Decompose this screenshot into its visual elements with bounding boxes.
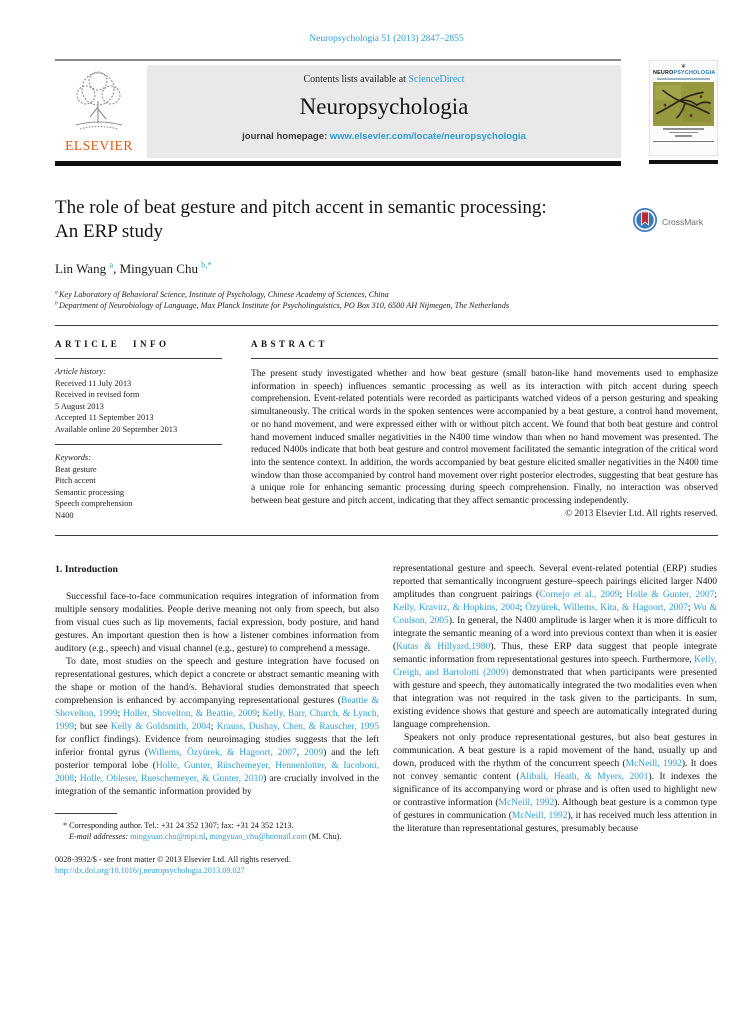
contents-line: Contents lists available at ScienceDirect <box>303 74 465 85</box>
cover-black-bar <box>649 160 718 164</box>
footnote-corresponding: * Corresponding author. Tel.: +31 24 352 1307; fax: +31 24 352 1213. <box>63 821 294 830</box>
email-link[interactable]: mingyuan_chu@hotmail.com <box>209 832 307 841</box>
citation-link[interactable]: Kelly, Creigh, and Bartolotti (2009) <box>393 655 717 678</box>
citation-link[interactable]: Holle, Gunter, Rüschemeyer, Hennenlotter, & Iacoboni, 2008 <box>55 761 379 784</box>
history-item: 5 August 2013 <box>55 401 104 411</box>
citation-link[interactable]: Cornejo et al., 2009 <box>539 590 620 600</box>
keyword-item: Pitch accent <box>55 476 96 485</box>
cover-title: NEUROPSYCHOLOGIA <box>653 70 716 76</box>
intro-heading: 1. Introduction <box>55 564 118 575</box>
abstract-copyright: © 2013 Elsevier Ltd. All rights reserved. <box>565 508 718 519</box>
keyword-item: Speech comprehension <box>55 499 133 508</box>
affiliations <box>55 289 718 311</box>
footnote-email: E-mail addresses: mingyuan.chu@mpi.nl, mingyuan_chu@hotmail.com (M. Chu). <box>69 832 342 841</box>
crossmark-icon <box>632 205 658 240</box>
masthead <box>55 59 718 166</box>
divider-rule <box>55 535 718 536</box>
citation-link[interactable]: McNeill, 1992 <box>498 798 555 808</box>
paragraph: To date, most studies on the speech and gesture integration have focused on representational gestures, which depict a concrete or abstract semantic meaning with the shape or motion of the hand/s. Behavioral studies demonstrated that speech comprehension is enhanced by accompanying representational gestures (Beattie & Shovelton, 1999; Holler, Shovelton, & Beattie, 2009; Kelly, Barr, Church, & Lynch, 1999; but see Kelly & Goldsmith, 2004; Krauss, Dushay, Chen, & Rauscher, 1995 for conflict findings). Evidence from neuroimaging studies suggests that the left inferior frontal gyrus (Willems, Özyürek, & Hagoort, 2007, 2009) and the left posterior temporal lobe (Holle, Gunter, Rüschemeyer, Hennenlotter, & Iacoboni, 2008; Holle, Obleser, Rueschemeyer, & Gunter, 2010) are crucially involved in the integration of the semantic information provided by <box>55 657 380 797</box>
journal-citation-line: Neuropsychologia 51 (2013) 2847–2855 <box>309 34 464 44</box>
citation-link[interactable]: Wu & Coulson, 2005 <box>393 603 718 626</box>
abstract-heading: ABSTRACT <box>251 339 329 349</box>
journal-crest-icon: ❦ <box>680 64 687 70</box>
cover-caption-bar <box>669 132 698 134</box>
citation-link[interactable]: Alibali, Heath, & Myers, 2001 <box>519 772 649 782</box>
footnote-rule <box>55 813 117 814</box>
journal-name: Neuropsychologia <box>299 94 469 119</box>
citation-link[interactable]: Kutas & Hillyard,1980 <box>396 642 491 652</box>
citation-link[interactable]: Kelly, Kravitz, & Hopkins, 2004 <box>393 603 520 613</box>
paragraph: representational gesture and speech. Several event-related potential (ERP) studies reported that semantically incongruent gesture–speech pairings elicited larger N400 amplitudes than congruent pairings (Cornejo et al., 2009; Holle & Gunter, 2007; Kelly, Kravitz, & Hopkins, 2004; Özyürek, Willems, Kita, & Hagoort, 2007; Wu & Coulson, 2005). In general, the N400 amplitude is larger when it is more difficult to integrate the semantic meaning of a word into previous context than when it is easier (Kutas & Hillyard,1980). Thus, these ERP data suggest that people integrate semantic information from representational gestures into speech. Furthermore, Kelly, Creigh, and Bartolotti (2009) demonstrated that when participants were presented with gesture and speech, they automatically integrated the two modalities even when that integration was not required in the task given to the participants. In sum, existing evidence shows that gesture and speech are automatically integrated during language comprehension. <box>393 564 718 730</box>
article-history-label: Article history: <box>55 367 106 376</box>
citation-link[interactable]: Özyürek, Willems, Kita, & Hagoort, 2007 <box>525 603 688 613</box>
abstract-text: The present study investigated whether and how beat gesture (small baton-like hand movements used to emphasize information in speech) influences semantic processing as well as its interaction with pitch accent during speech comprehension. Event-related potentials were recorded as participants watched videos of a person gesturing and speaking simultaneously. The critical words in the spoken sentences were accompanied by a beat gesture, a control hand movement, or no hand movement, and were expressed either with or without pitch accent. We found that both beat gesture and control hand movement induced smaller negativities in the N400 time window than when no hand movement was presented. The reduced N400s indicate that both beat gesture and control movement facilitated the semantic integration of the critical word into the sentence context. In addition, the words accompanied by beat gesture elicited smaller negativities in the N400 time window than those accompanied by control hand movement over right posterior electrodes, suggesting that beat gesture has a unique role for enhancing semantic processing during speech comprehension. Finally, no interaction was observed between beat gesture and pitch accent, indicating that they affect semantic processing independently. <box>251 369 718 507</box>
citation-link[interactable]: Kelly & Goldsmith, 2004 <box>110 722 211 732</box>
crossmark-label: CrossMark <box>662 217 704 227</box>
citation-link[interactable]: 2009 <box>304 748 324 758</box>
cover-caption-bar <box>663 128 704 130</box>
article-history <box>55 366 222 435</box>
keyword-item: Semantic processing <box>55 487 125 497</box>
divider-rule <box>55 325 718 326</box>
citation-link[interactable]: McNeill, 1992 <box>625 759 682 769</box>
footnote-block <box>55 813 379 876</box>
cover-caption-bar <box>675 135 692 137</box>
cover-subtitle-bar <box>657 78 710 80</box>
history-item: Received 11 July 2013 <box>55 378 132 388</box>
elsevier-tree-icon <box>55 67 143 137</box>
author-affil-sup[interactable]: a <box>109 259 114 270</box>
keyword-item: Beat gesture <box>55 464 97 474</box>
sciencedirect-link[interactable]: ScienceDirect <box>408 74 465 85</box>
article-info-column <box>55 339 222 521</box>
body-left-column <box>55 563 379 876</box>
journal-article-page <box>0 34 750 1034</box>
body-right-column <box>393 563 717 876</box>
masthead-top-rule <box>55 59 621 61</box>
citation-link[interactable]: Holle & Gunter, 2007 <box>626 590 715 600</box>
elsevier-wordmark: ELSEVIER <box>65 138 133 153</box>
masthead-black-bar <box>55 161 621 166</box>
history-item: Available online 20 September 2013 <box>55 424 178 434</box>
journal-cover-painting <box>653 82 714 126</box>
keyword-item: N400 <box>55 510 74 520</box>
crossmark-badge[interactable] <box>632 196 718 244</box>
masthead-graybox <box>147 65 621 158</box>
doi-link[interactable]: http://dx.doi.org/10.1016/j.neuropsychologia.2013.09.027 <box>55 866 245 875</box>
citation-link[interactable]: Beattie & Shovelton, 1999 <box>55 696 379 719</box>
affiliation-b: $^b$ Department of Neurobiology of Language, Max Planck Institute for Psycholinguistics, PO Box 310, 6500 AH Nijmegen, The Netherlands <box>55 300 510 310</box>
citation-link[interactable]: Holle, Obleser, Rueschemeyer, & Gunter, 2010 <box>79 774 264 784</box>
page-title: The role of beat gesture and pitch accent in semantic processing: An ERP study <box>55 197 547 242</box>
affiliation-a: $^a$ Key Laboratory of Behavioral Science, Institute of Psychology, Chinese Academy of Sciences, China <box>55 289 389 299</box>
citation-link[interactable]: Holler, Shovelton, & Beattie, 2009 <box>123 709 257 719</box>
history-item: Received in revised form <box>55 390 140 399</box>
issn-line: 0028-3932/$ - see front matter © 2013 Elsevier Ltd. All rights reserved. <box>55 855 291 864</box>
homepage-link[interactable]: www.elsevier.com/locate/neuropsychologia <box>329 131 526 142</box>
citation-link[interactable]: Willems, Özyürek, & Hagoort, 2007 <box>147 748 297 758</box>
article-info-heading: ARTICLE INFO <box>55 339 170 349</box>
cover-hairline <box>653 141 714 142</box>
citation-link[interactable]: Kelly, Barr, Church, & Lynch, 1999 <box>55 709 380 732</box>
homepage-line: journal homepage: www.elsevier.com/locate/neuropsychologia <box>242 131 526 142</box>
abstract-column <box>251 339 718 521</box>
authors-line: Lin Wang $^a$, Mingyuan Chu $^{b,*}$ <box>55 259 212 276</box>
elsevier-logo[interactable] <box>55 65 143 158</box>
keywords-list <box>55 452 222 521</box>
author-affil-sup[interactable]: b,* <box>201 259 212 270</box>
paragraph: Successful face-to-face communication requires integration of information from multiple sensory modalities. People derive meaning not only from speech, but also from visual cues such as lip movements, facial expression, body posture, and hand gestures. An important question then is how a listener combines information from auditory (e.g., speech) and visual channel (e.g., gesture) to comprehend a message. <box>55 592 379 654</box>
keywords-label: Keywords: <box>55 453 91 462</box>
paragraph: Speakers not only produce representational gestures, but also beat gestures in communication. A beat gesture is a rapid movement of the hand, usually up and down, produced with the rhythm of the concurrent speech (McNeill, 1992). It does not convey semantic content (Alibali, Heath, & Myers, 2001). It indexes the significance of its accompanying word or phrase and is often used to highlight new or contrastive information (McNeill, 1992). Although beat gesture is a common type of gestures in communication (McNeill, 1992), it has received much less attention in the literature than representational gestures, presumably because <box>393 733 718 834</box>
citation-link[interactable]: Krauss, Dushay, Chen, & Rauscher, 1995 <box>216 722 379 732</box>
journal-cover-thumbnail[interactable] <box>649 60 718 166</box>
email-link[interactable]: mingyuan.chu@mpi.nl <box>130 832 206 841</box>
citation-link[interactable]: McNeill, 1992 <box>511 811 568 821</box>
history-item: Accepted 11 September 2013 <box>55 413 154 422</box>
